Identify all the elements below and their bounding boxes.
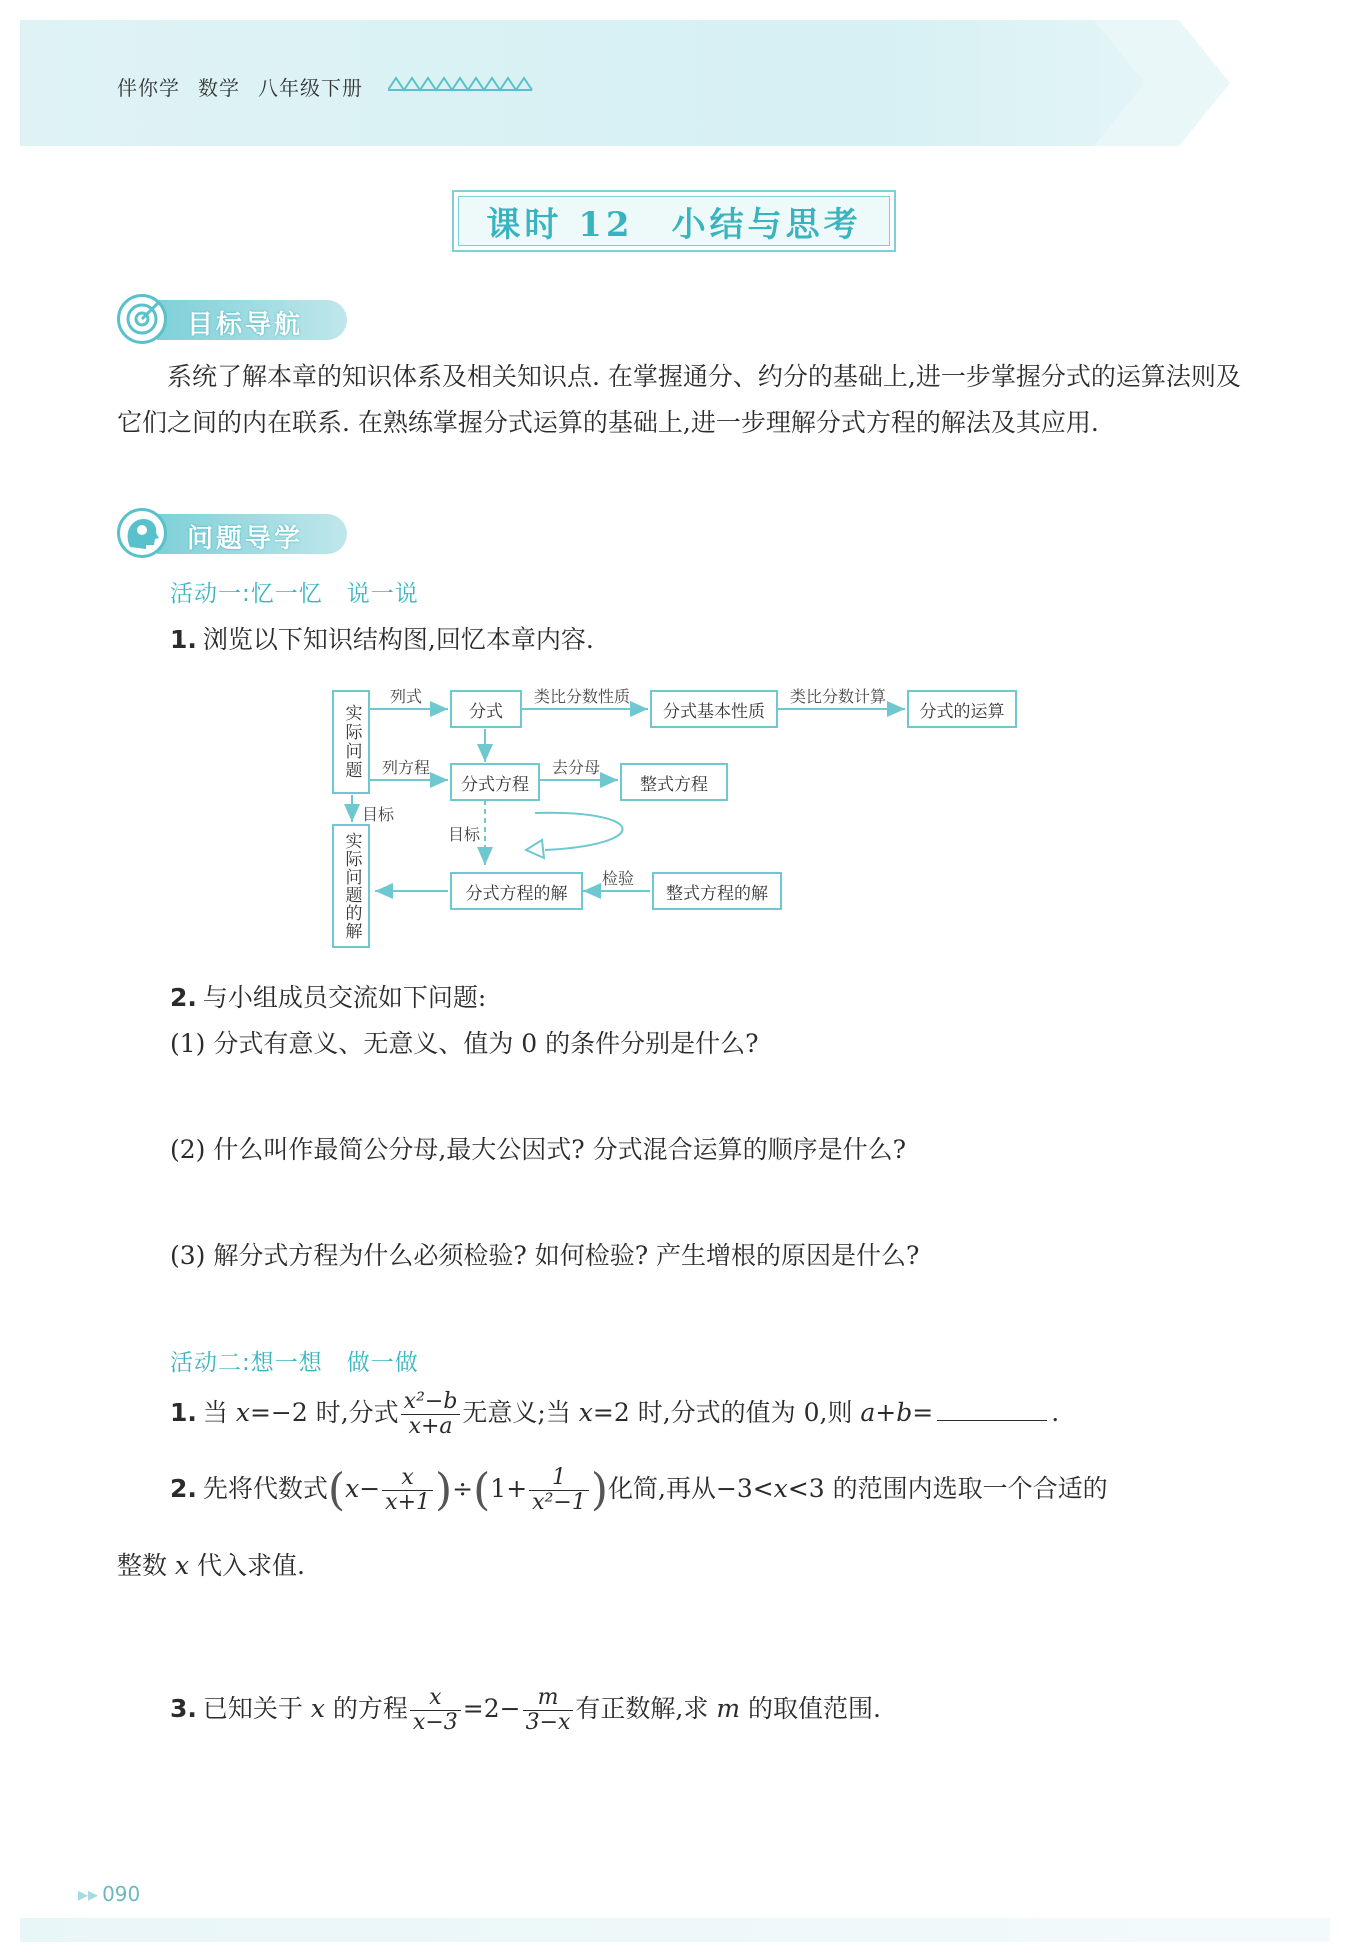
- text: ÷: [452, 1474, 474, 1503]
- header-book-info: [117, 72, 381, 101]
- goal-text: 系统了解本章的知识体系及相关知识点. 在掌握通分、约分的基础上,进一步掌握分式的运算法则及它们之间的内在联系. 在熟练掌握分式运算的基础上,进一步理解分式方程的解法及其应用.: [117, 362, 1241, 437]
- fraction: $\frac{x}{x-3}$: [410, 1686, 461, 1735]
- box-real-solution: 实际问题的解: [332, 824, 370, 948]
- knowledge-structure-diagram: [330, 680, 1030, 960]
- text: 代入求值.: [189, 1551, 305, 1580]
- header-series: 伴你学: [117, 76, 180, 100]
- head-gear-icon: [117, 508, 167, 558]
- text: 整数: [117, 1551, 175, 1580]
- expression: a+b: [860, 1398, 913, 1427]
- page-number: [78, 1882, 140, 1906]
- box-basic-property: 分式基本性质: [650, 690, 778, 728]
- fraction: $\frac{x}{x+1}$: [382, 1466, 433, 1515]
- question-number: 2.: [170, 983, 197, 1012]
- label-formulate: 列式: [390, 687, 423, 706]
- text: =2 时,分式的值为 0,则: [592, 1398, 861, 1427]
- text: 的方程: [324, 1694, 408, 1723]
- activity1-question-1: [170, 620, 594, 656]
- label-remove-denominator: 去分母: [552, 758, 601, 777]
- activity2-question-2-continued: [117, 1546, 305, 1582]
- box-integral-solution: 整式方程的解: [652, 872, 782, 910]
- variable-x: x: [578, 1398, 593, 1427]
- text: 有正数解,求: [575, 1694, 717, 1723]
- text: −: [359, 1474, 381, 1503]
- text: 无意义;当: [462, 1398, 579, 1427]
- page-number-text: 090: [102, 1882, 141, 1906]
- activity2-question-1: [170, 1390, 1059, 1439]
- target-icon: [117, 294, 167, 344]
- variable-x: x: [773, 1474, 788, 1503]
- fraction: $\frac{m}{3-x}$: [523, 1686, 574, 1735]
- variable-m: m: [716, 1694, 741, 1723]
- fraction: $\frac{1}{\text{x²−1}}$: [529, 1466, 589, 1515]
- question-number: 3.: [170, 1694, 197, 1723]
- label-target-left: 目标: [362, 805, 395, 824]
- text: 当: [202, 1398, 236, 1427]
- fraction: $\frac{\text{x²−b}}{x+a}$: [401, 1390, 461, 1439]
- header-subject: 数学: [198, 76, 240, 100]
- label-target-middle: 目标: [448, 825, 481, 844]
- box-operations: 分式的运算: [907, 690, 1017, 728]
- footer-band: [20, 1918, 1330, 1942]
- guide-section-badge: [117, 510, 357, 556]
- activity2-question-3: [170, 1686, 881, 1735]
- text: <3 的范围内选取一个合适的: [787, 1474, 1108, 1503]
- text: =−2 时,分式: [249, 1398, 399, 1427]
- sub-question-3: (3) 解分式方程为什么必须检验? 如何检验? 产生增根的原因是什么?: [170, 1241, 920, 1270]
- variable-x: x: [174, 1551, 190, 1580]
- question-text: 浏览以下知识结构图,回忆本章内容.: [202, 625, 594, 654]
- variable-x: x: [235, 1398, 250, 1427]
- lesson-title: 课时 12 小结与思考: [486, 204, 862, 245]
- question-number: 1.: [170, 1398, 197, 1427]
- goal-section-badge: [117, 296, 357, 342]
- zigzag-decoration-icon: [388, 74, 538, 94]
- text: 1+: [490, 1474, 528, 1503]
- variable-x: x: [345, 1474, 360, 1503]
- text: .: [1051, 1398, 1060, 1427]
- activity1-question-2: [170, 978, 486, 1014]
- label-analogy-calc: 类比分数计算: [790, 687, 887, 706]
- sub-question-1: (1) 分式有意义、无意义、值为 0 的条件分别是什么?: [170, 1029, 759, 1058]
- box-fraction-equation: 分式方程: [450, 763, 540, 801]
- question-number: 1.: [170, 625, 197, 654]
- text: 化简,再从−3<: [608, 1474, 774, 1503]
- text: =2−: [462, 1694, 521, 1723]
- text: =: [912, 1398, 934, 1427]
- text: 的取值范围.: [740, 1694, 881, 1723]
- lesson-title-frame: [452, 190, 896, 252]
- question-text: 与小组成员交流如下问题:: [202, 983, 487, 1012]
- activity2-title: 活动二:想一想 做一做: [170, 1350, 419, 1376]
- guide-section-label: 问题导学: [187, 524, 304, 554]
- box-fraction-solution: 分式方程的解: [450, 872, 583, 910]
- box-fraction: 分式: [450, 690, 522, 728]
- label-formulate-equation: 列方程: [382, 758, 431, 777]
- question-number: 2.: [170, 1474, 197, 1503]
- header-grade: 八年级下册: [258, 76, 363, 100]
- label-analogy-property: 类比分数性质: [534, 687, 631, 706]
- text: 已知关于: [202, 1694, 311, 1723]
- variable-x: x: [310, 1694, 325, 1723]
- box-integral-equation: 整式方程: [620, 763, 728, 801]
- sub-question-2: (2) 什么叫作最简公分母,最大公因式? 分式混合运算的顺序是什么?: [170, 1135, 907, 1164]
- answer-blank[interactable]: [937, 1400, 1047, 1421]
- text: 先将代数式: [202, 1474, 328, 1503]
- activity1-title: 活动一:忆一忆 说一说: [170, 581, 419, 607]
- arrow-decoration-icon: ▸▸: [78, 1882, 99, 1906]
- label-check: 检验: [602, 869, 635, 888]
- activity2-question-2: 2. 先将代数式(x− $\frac{x}{x+1}$ )÷(1+ $\frac{1}{\text{x²−1}}$ )化简,再从−3<x<3 的范围内选取一个合适的: [170, 1464, 1108, 1516]
- box-real-problem: 实际问题: [332, 690, 370, 794]
- goal-section-label: 目标导航: [187, 310, 304, 340]
